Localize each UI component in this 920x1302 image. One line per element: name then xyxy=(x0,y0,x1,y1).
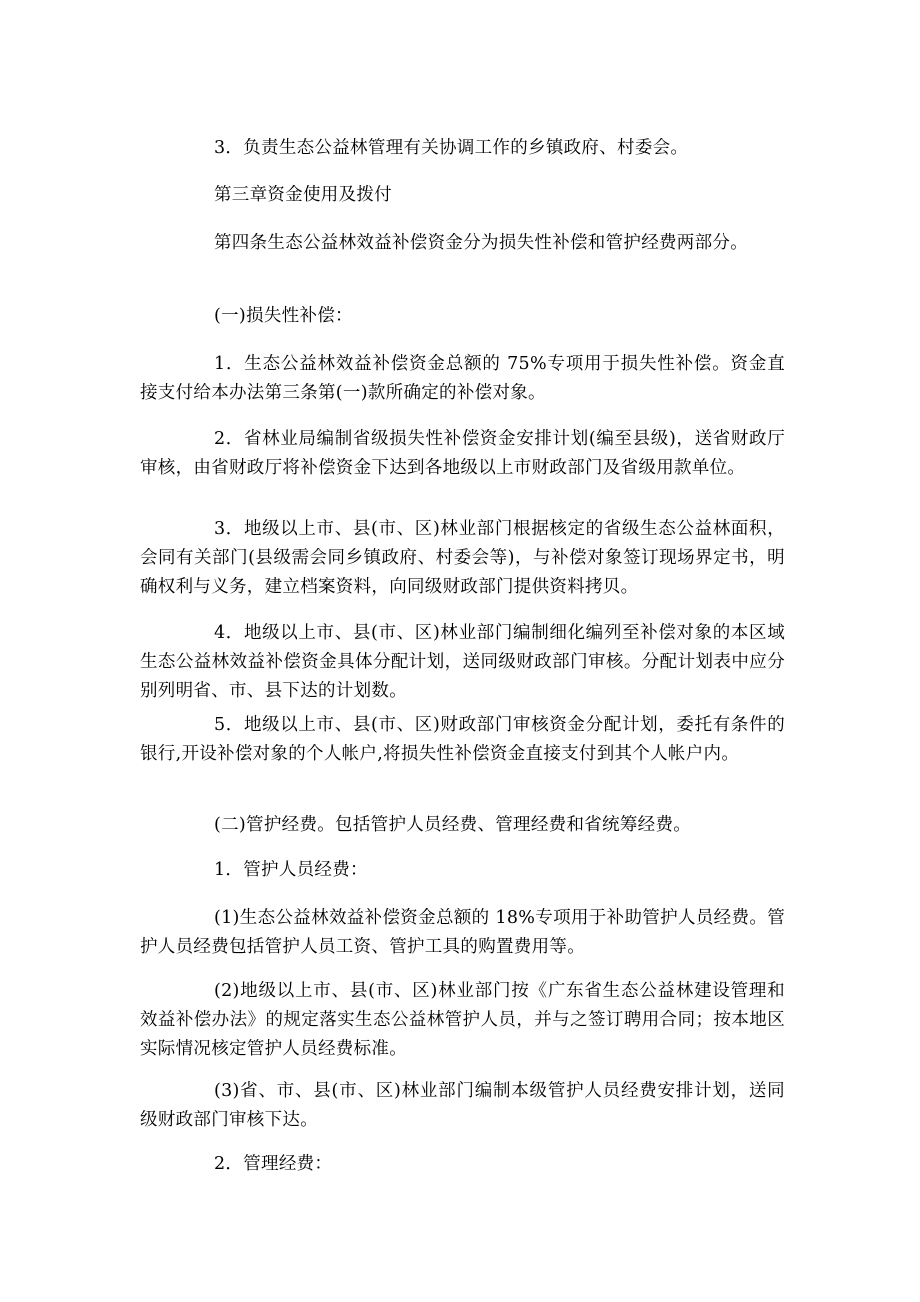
paragraph-item-3: 3．负责生态公益林管理有关协调工作的乡镇政府、村委会。 xyxy=(214,138,689,158)
article-four: 第四条生态公益林效益补偿资金分为损失性补偿和管护经费两部分。 xyxy=(214,233,748,253)
section-management-fees: (二)管护经费。包括管护人员经费、管理经费和省统筹经费。 xyxy=(214,815,692,835)
paragraph-admin-fees-heading: 2．管理经费： xyxy=(214,1154,333,1174)
section-loss-compensation: (一)损失性补偿： xyxy=(214,306,353,326)
chapter-heading: 第三章资金使用及拨付 xyxy=(214,185,392,205)
paragraph-loss-1: 1．生态公益林效益补偿资金总额的 75%专项用于损失性补偿。资金直接支付给本办法第三条第(一)款所确定的补偿对象。 xyxy=(140,354,785,403)
paragraph-staff-fees-heading: 1．管护人员经费： xyxy=(214,860,368,880)
paragraph-loss-3: 3．地级以上市、县(市、区)林业部门根据核定的省级生态公益林面积，会同有关部门(县级需会同乡镇政府、村委会等)，与补偿对象签订现场界定书，明确权利与义务，建立档案资料，向同级财政部门提供资料拷贝。 xyxy=(140,519,785,597)
paragraph-loss-4: 4．地级以上市、县(市、区)林业部门编制细化编列至补偿对象的本区域生态公益林效益补偿资金具体分配计划，送同级财政部门审核。分配计划表中应分别列明省、市、县下达的计划数。 xyxy=(140,623,785,701)
paragraph-staff-fees-2: (2)地级以上市、县(市、区)林业部门按《广东省生态公益林建设管理和效益补偿办法》的规定落实生态公益林管护人员，并与之签订聘用合同；按本地区实际情况核定管护人员经费标准。 xyxy=(140,981,785,1059)
paragraph-loss-2: 2．省林业局编制省级损失性补偿资金安排计划(编至县级)，送省财政厅审核，由省财政厅将补偿资金下达到各地级以上市财政部门及省级用款单位。 xyxy=(140,429,785,478)
paragraph-staff-fees-1: (1)生态公益林效益补偿资金总额的 18%专项用于补助管护人员经费。管护人员经费包括管护人员工资、管护工具的购置费用等。 xyxy=(140,908,785,957)
paragraph-staff-fees-3: (3)省、市、县(市、区)林业部门编制本级管护人员经费安排计划，送同级财政部门审核下达。 xyxy=(140,1081,785,1130)
paragraph-loss-5: 5．地级以上市、县(市、区)财政部门审核资金分配计划，委托有条件的银行,开设补偿对象的个人帐户,将损失性补偿资金直接支付到其个人帐户内。 xyxy=(140,715,785,764)
